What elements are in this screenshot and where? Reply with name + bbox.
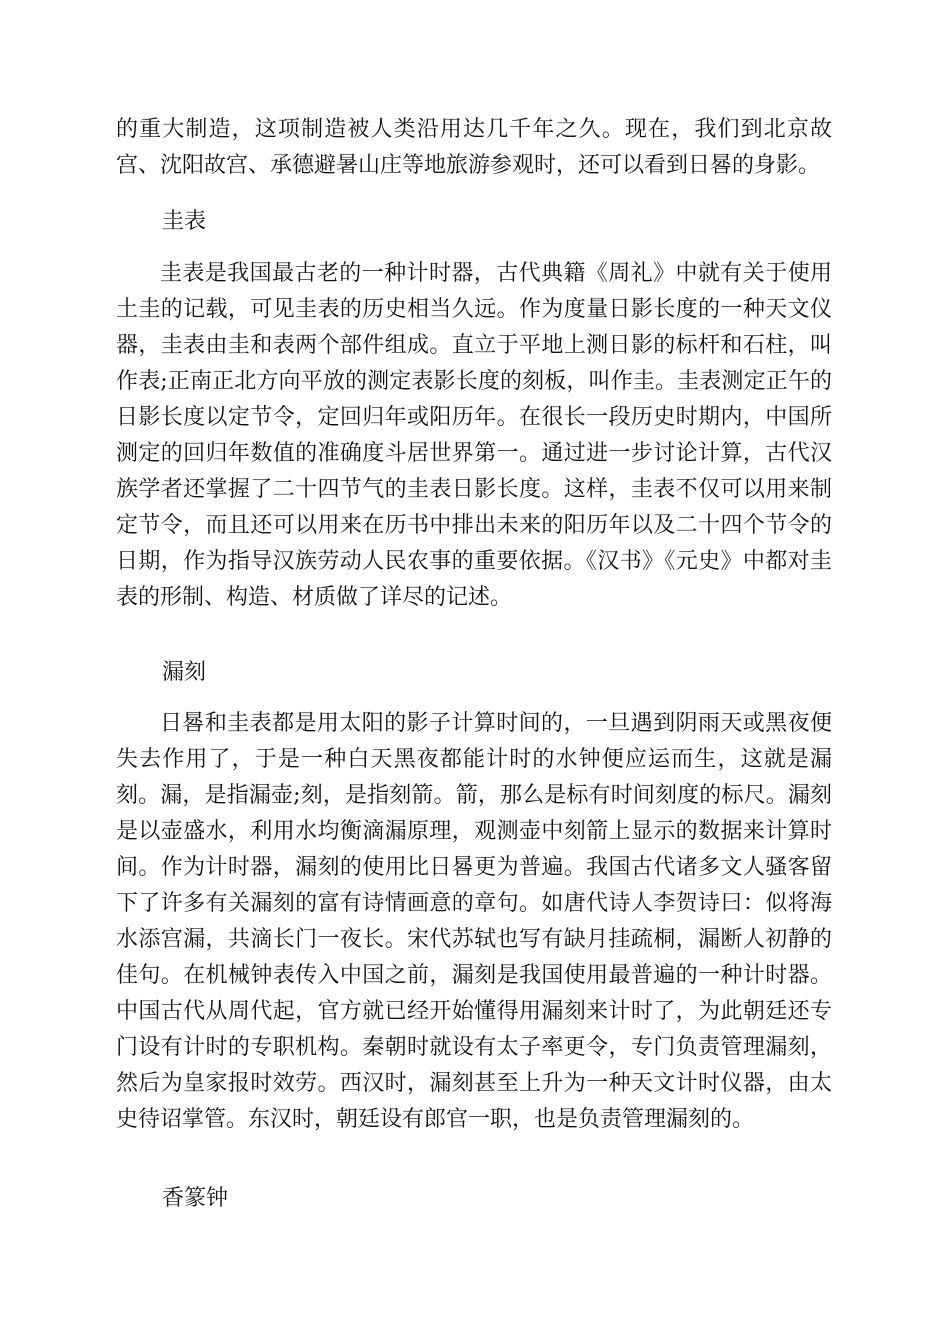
section-body-guibiao: 圭表是我国最古老的一种计时器，古代典籍《周礼》中就有关于使用土圭的记载，可见圭表的历史相当久远。作为度量日影长度的一种天文仪器，圭表由圭和表两个部件组成。直立于平地上测日影的标杆和石柱，叫作表;正南正北方向平放的测定表影长度的刻板，叫作圭。圭表测定正午的日影长度以定节令，定回归年或阳历年。在很长一段历史时期内，中国所测定的回归年数值的准确度斗居世界第一。通过进一步讨论计算，古代汉族学者还掌握了二十四节气的圭表日影长度。这样，圭表不仅可以用来制定节令，而且还可以用来在历书中排出未来的阳历年以及二十四个节令的日期，作为指导汉族劳动人民农事的重要依据。《汉书》《元史》中都对圭表的形制、构造、材质做了详尽的记述。 <box>116 261 832 610</box>
section-heading-louke: 漏刻 <box>162 660 207 685</box>
intro-paragraph: 的重大制造，这项制造被人类沿用达几千年之久。现在，我们到北京故宫、沈阳故宫、承德避暑山庄等地旅游参观时，还可以看到日晷的身影。 <box>116 117 832 178</box>
section-body-louke: 日晷和圭表都是用太阳的影子计算时间的，一旦遇到阴雨天或黑夜便失去作用了，于是一种白天黑夜都能计时的水钟便应运而生，这就是漏刻。漏，是指漏壶;刻，是指刻箭。箭，那么是标有时间刻度的标尺。漏刻是以壶盛水，利用水均衡滴漏原理，观测壶中刻箭上显示的数据来计算时间。作为计时器，漏刻的使用比日晷更为普遍。我国古代诸多文人骚客留下了许多有关漏刻的富有诗情画意的章句。如唐代诗人李贺诗曰：似将海水添宫漏，共滴长门一夜长。宋代苏轼也写有缺月挂疏桐，漏断人初静的佳句。在机械钟表传入中国之前，漏刻是我国使用最普遍的一种计时器。中国古代从周代起，官方就已经开始懂得用漏刻来计时了，为此朝廷还专门设有计时的专职机构。秦朝时就设有太子率更令，专门负责管理漏刻，然后为皇家报时效劳。西汉时，漏刻甚至上升为一种天文计时仪器，由太史待诏掌管。东汉时，朝廷设有郎官一职，也是负责管理漏刻的。 <box>116 711 832 1132</box>
section-heading-xiangzhuan: 香篆钟 <box>162 1186 229 1211</box>
section-heading-guibiao: 圭表 <box>162 209 207 234</box>
